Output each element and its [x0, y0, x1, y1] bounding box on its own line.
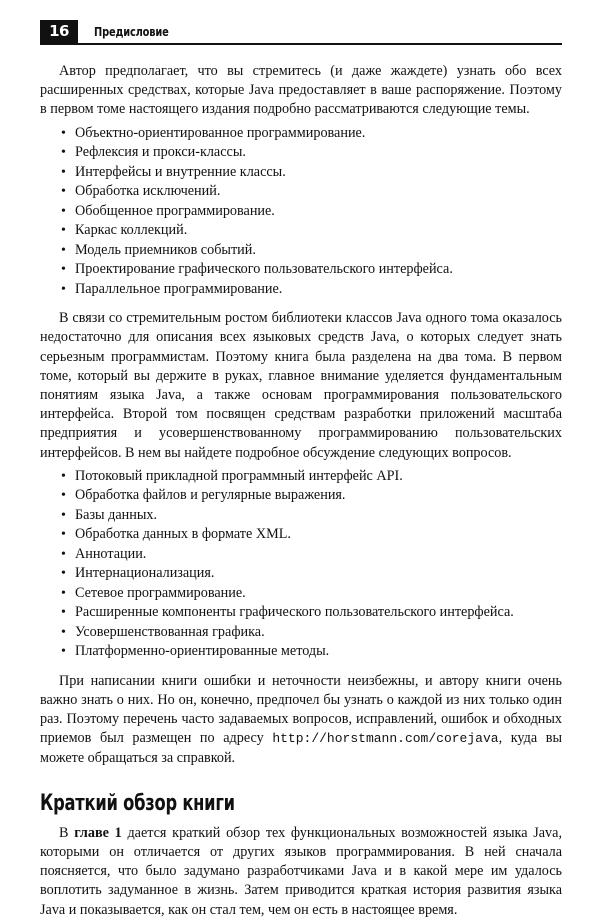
bullet-icon: • — [61, 605, 66, 621]
bullet-icon: • — [61, 242, 66, 258]
bullet-icon: • — [61, 644, 66, 660]
list-item: • Обобщенное программирование. — [40, 202, 562, 222]
list-item: • Модель приемников событий. — [40, 241, 562, 261]
bullet-icon: • — [61, 624, 66, 640]
volume1-topics-list — [40, 124, 562, 300]
bullet-icon: • — [61, 488, 66, 504]
list-item: • Каркас коллекций. — [40, 221, 562, 241]
list-item: • Обработка данных в формате XML. — [40, 525, 562, 545]
list-item: • Обработка файлов и регулярные выражения. — [40, 486, 562, 506]
list-item: • Обработка исключений. — [40, 182, 562, 202]
bullet-icon: • — [61, 203, 66, 219]
errata-url-link[interactable]: http://horstmann.com/corejava — [272, 731, 499, 747]
bullet-icon: • — [61, 262, 66, 278]
bullet-icon: • — [61, 125, 66, 141]
list-item: • Объектно-ориентированное программирование. — [40, 124, 562, 144]
bullet-icon: • — [61, 145, 66, 161]
list-item: • Интернационализация. — [40, 564, 562, 584]
list-item: • Параллельное программирование. — [40, 280, 562, 300]
list-item: • Базы данных. — [40, 506, 562, 526]
list-item: • Сетевое программирование. — [40, 584, 562, 604]
bullet-icon: • — [61, 281, 66, 297]
volume2-topics-list — [40, 467, 562, 662]
list-item: • Платформенно-ориентированные методы. — [40, 642, 562, 662]
list-item: • Потоковый прикладной программный интерфейс API. — [40, 467, 562, 487]
bullet-icon: • — [61, 184, 66, 200]
running-title: Предисловие — [94, 25, 169, 39]
list-item: • Рефлексия и прокси-классы. — [40, 143, 562, 163]
chapter-reference: главе 1 — [74, 824, 122, 841]
overview-paragraph: В главе 1 дается краткий обзор тех функциональных возможностей языка Java, которыми он отличается от других языков программирования. В ней сначала поясняется, что было задумано разработчиками Java и в какой мере им удалось воплотить задуманное в жизнь. Затем приводится краткая история развития языка Java и показывается, как он стал тем, чем он есть в настоящее время. — [40, 824, 562, 918]
intro-paragraph: Автор предполагает, что вы стремитесь (и даже жаждете) узнать обо всех расширенных средствах, которые Java предоставляет в ваше распоряжение. Поэтому в первом томе настоящего издания подробно рассматриваются следующие темы. — [40, 63, 562, 118]
bullet-icon: • — [61, 585, 66, 601]
bullet-icon: • — [61, 527, 66, 543]
list-item: • Проектирование графического пользовательского интерфейса. — [40, 260, 562, 280]
list-item: • Усовершенствованная графика. — [40, 623, 562, 643]
bullet-icon: • — [61, 546, 66, 562]
bullet-icon: • — [61, 164, 66, 180]
page-header — [40, 20, 562, 45]
bullet-icon: • — [61, 507, 66, 523]
section-heading: Краткий обзор книги — [40, 790, 235, 816]
volumes-paragraph: В связи со стремительным ростом библиотеки классов Java одного тома оказалось недостаточно для описания всех языковых средств Java, о которых следует знать серьезным программистам. Поэтому книга была разделена на два тома. В первом томе, который вы держите в руках, главное внимание уделяется фундаментальным понятиям языка Java, а также основам программирования пользовательского интерфейса. Второй том посвящен средствам разработки приложений масштаба предприятия и усовершенствованному программированию пользовательских интерфейсов. В нем вы найдете подробное обсуждение следующих вопросов. — [40, 310, 562, 461]
bullet-icon: • — [61, 468, 66, 484]
page-body — [40, 62, 562, 920]
list-item: • Интерфейсы и внутренние классы. — [40, 163, 562, 183]
list-item: • Аннотации. — [40, 545, 562, 565]
bullet-icon: • — [61, 223, 66, 239]
list-item: • Расширенные компоненты графического пользовательского интерфейса. — [40, 603, 562, 623]
errata-paragraph: При написании книги ошибки и неточности неизбежны, и автору книги очень важно знать о них. Но он, конечно, предпочел бы узнать о каждой из них только один раз. Поэтому перечень часто задаваемых вопросов, исправлений, ошибок и обходных приемов был размещен по адресу http://horstmann.com/corejava, куда вы можете обращаться за справкой. — [40, 672, 563, 766]
bullet-icon: • — [61, 566, 66, 582]
page-number: 16 — [40, 20, 78, 43]
